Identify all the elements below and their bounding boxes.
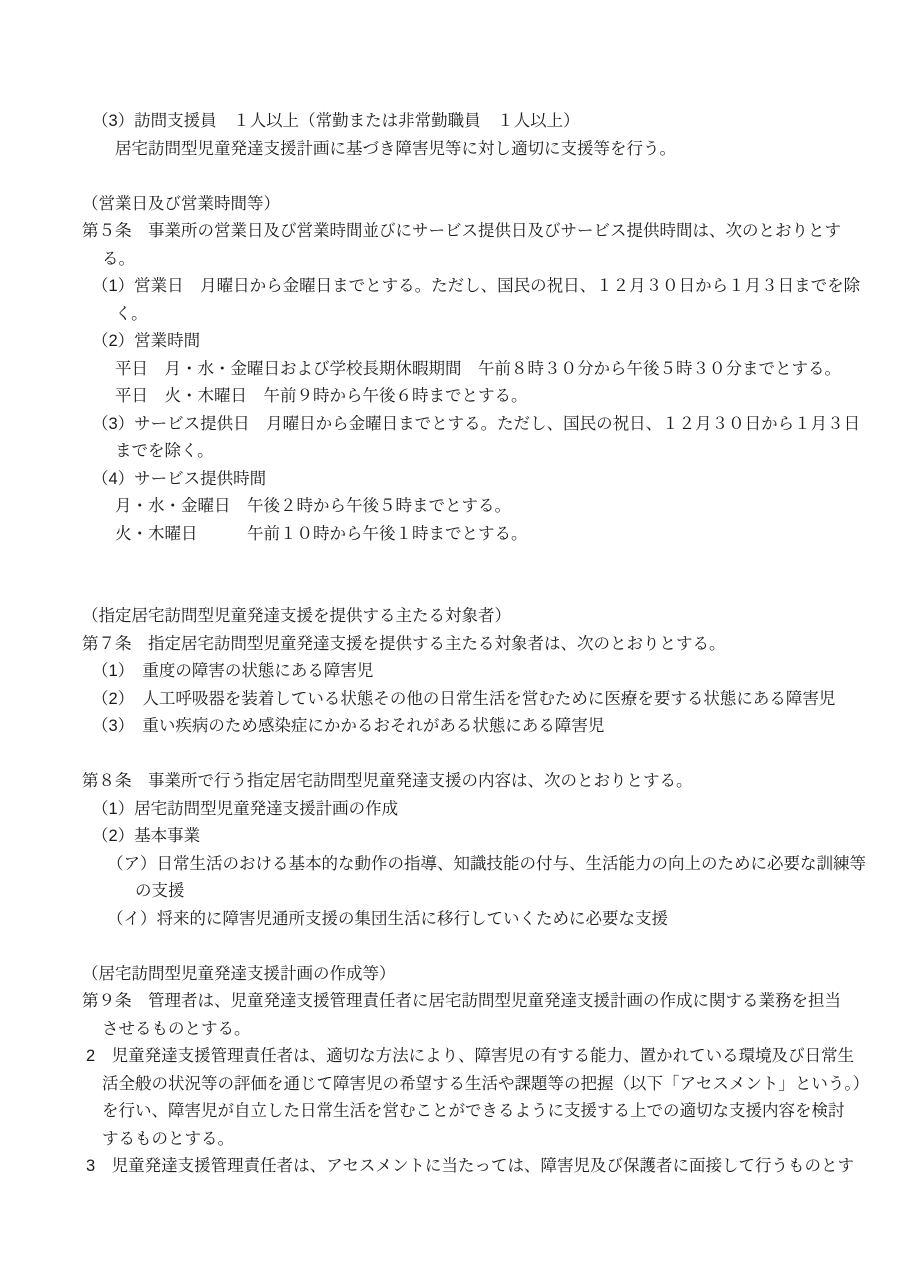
item-3-detail: 居宅訪問型児童発達支援計画に基づき障害児等に対し適切に支援等を行う。	[115, 139, 676, 158]
article-9-para-2-line-3: を行い、障害児が自立した日常生活を営むことができるように支援する上での適切な支援内容を検討	[102, 1102, 845, 1120]
heading-main-target: （指定居宅訪問型児童発達支援を提供する主たる対象者）	[82, 607, 511, 625]
article-7-item-2: （2） 人工呼吸器を装着している状態その他の日常生活を営むために医療を要する状態にある障害児	[92, 689, 836, 708]
article-7-item-3: （3） 重い疾病のため感染症にかかるおそれがある状態にある障害児	[92, 717, 605, 735]
blank-line	[82, 576, 882, 604]
article-5-line-1: 第５条 事業所の営業日及び営業時間並びにサービス提供日及びサービス提供時間は、次のとおりとす	[82, 222, 841, 240]
article-5-item-2: （2）営業時間	[92, 332, 201, 350]
item-3-visiting-support-staff: （3）訪問支援員 １人以上（常勤または非常勤職員 １人以上）	[92, 112, 580, 130]
article-8-item-2: （2）基本事業	[92, 827, 201, 845]
article-5-item-3-line-2: までを除く。	[115, 442, 214, 460]
heading-plan-creation: （居宅訪問型児童発達支援計画の作成等）	[82, 964, 396, 983]
article-5-item-2-hours-mwf: 平日 月・水・金曜日および学校長期休暇期間 午前８時３０分から午後５時３０分までとする。	[115, 359, 841, 378]
heading-business-days: （営業日及び営業時間等）	[82, 194, 280, 213]
blank-line	[82, 163, 882, 191]
blank-line	[82, 548, 882, 576]
article-8-item-2-a-line-1: （ア）日常生活のおける基本的な動作の指導、知識技能の付与、生活能力の向上のために必要な訓練等	[107, 854, 866, 873]
article-9-line-1: 第９条 管理者は、児童発達支援管理責任者に居宅訪問型児童発達支援計画の作成に関する業務を担当	[82, 992, 841, 1010]
document-body	[82, 108, 882, 1181]
article-9-para-2-line-1: 2 児童発達支援管理責任者は、適切な方法により、障害児の有する能力、置かれている環境及び日常生	[86, 1047, 855, 1065]
article-9-para-2-line-4: するものとする。	[102, 1129, 234, 1148]
article-5-item-4-time-mwf: 月・水・金曜日 午後２時から午後５時までとする。	[115, 497, 511, 515]
article-9-line-2: させるものとする。	[102, 1019, 251, 1038]
article-8-item-2-a-line-2: の支援	[135, 882, 185, 900]
article-9-para-3: 3 児童発達支援管理責任者は、アセスメントに当たっては、障害児及び保護者に面接して行うものとす	[86, 1157, 855, 1175]
article-5-item-3-line-1: （3）サービス提供日 月曜日から金曜日までとする。ただし、国民の祝日、１２月３０日から１月３日	[92, 414, 861, 433]
blank-line	[82, 741, 882, 769]
article-8: 第８条 事業所で行う指定居宅訪問型児童発達支援の内容は、次のとおりとする。	[82, 772, 693, 790]
article-8-item-2-i: （イ）将来的に障害児通所支援の集団生活に移行していくために必要な支援	[107, 909, 668, 928]
article-5-line-2: る。	[102, 249, 135, 268]
blank-line	[82, 933, 882, 961]
article-7-item-1: （1） 重度の障害の状態にある障害児	[92, 662, 374, 680]
article-5-item-4-time-tt: 火・木曜日 午前１０時から午後１時までとする。	[115, 524, 528, 543]
article-7: 第７条 指定居宅訪問型児童発達支援を提供する主たる対象者は、次のとおりとする。	[82, 634, 726, 653]
article-5-item-2-hours-tt: 平日 火・木曜日 午前９時から午後６時までとする。	[115, 387, 528, 405]
article-5-item-1-line-2: く。	[115, 304, 148, 323]
article-8-item-1: （1）居宅訪問型児童発達支援計画の作成	[92, 799, 399, 818]
article-9-para-2-line-2: 活全般の状況等の評価を通じて障害児の希望する生活や課題等の把握（以下「アセスメント」という。）	[102, 1074, 870, 1093]
article-5-item-4: （4）サービス提供時間	[92, 469, 267, 488]
article-5-item-1-line-1: （1）営業日 月曜日から金曜日までとする。ただし、国民の祝日、１２月３０日から１月３日までを除	[92, 277, 861, 295]
